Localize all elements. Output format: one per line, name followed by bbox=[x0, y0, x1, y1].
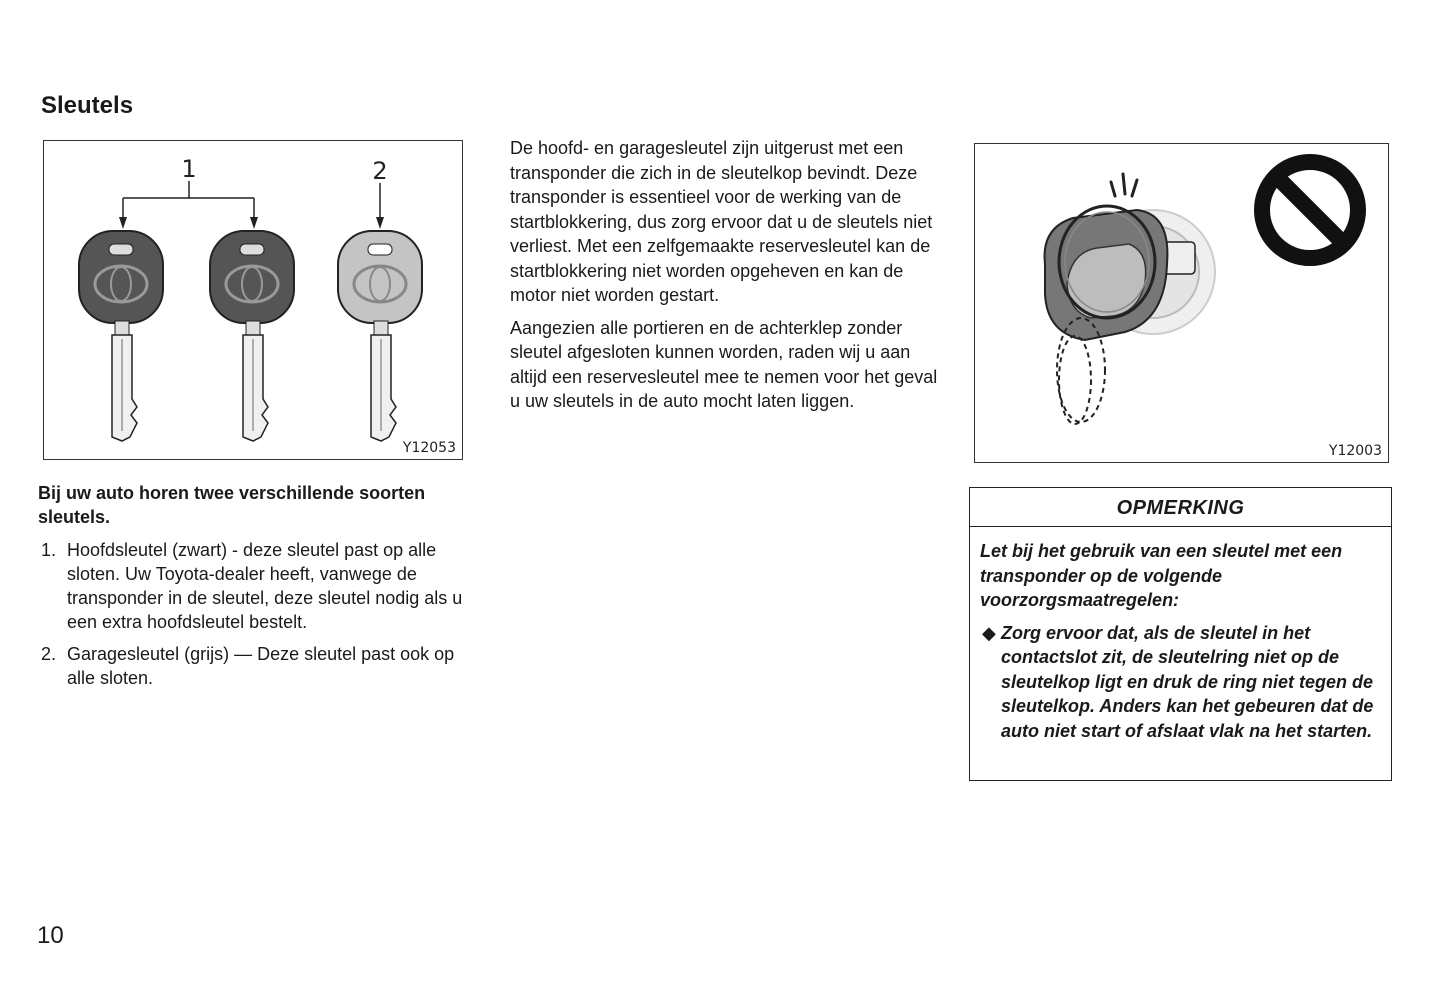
page-number: 10 bbox=[37, 922, 64, 949]
master-key-2 bbox=[210, 231, 294, 441]
note-item bbox=[980, 621, 1381, 744]
diamond-bullet-icon: ◆ bbox=[982, 622, 996, 643]
page-title: Sleutels bbox=[41, 92, 134, 119]
transponder-text bbox=[510, 136, 940, 422]
paragraph-transponder: De hoofd- en garagesleutel zijn uitgerust met een transponder die zich in de sleutelkop bevindt. Deze transponder is essentieel voor de werking van de startblokkering, dus zorg ervoor dat u de sleutels niet verliest. Met een zelfgemaakte reservesleutel kan de startblokkering niet worden opgeheven en kan de motor niet worden gestart. bbox=[510, 138, 933, 305]
list-number: 2. bbox=[41, 644, 57, 664]
ignition-figure bbox=[974, 143, 1389, 463]
list-number: 1. bbox=[41, 540, 57, 560]
callout-label-1: 1 bbox=[181, 155, 197, 183]
note-intro: Let bij het gebruik van een sleutel met een transponder op de volgende voorzorgsmaatregelen: bbox=[980, 541, 1343, 610]
note-item-text: Zorg ervoor dat, als de sleutel in het contactslot zit, de sleutelring niet op de sleutelkop ligt en druk de ring niet tegen de sleutelkop. Anders kan het gebeuren dat de auto niet start of afslaat vlak na het starten. bbox=[1001, 622, 1374, 741]
key-types-list bbox=[38, 538, 468, 698]
ignition-illustration bbox=[975, 144, 1388, 462]
paragraph-spare-key: Aangezien alle portieren en de achterklep zonder sleutel afgesloten kunnen worden, raden wij u aan altijd een reservesleutel mee te nemen voor het geval u uw sleutels in de auto mocht laten liggen. bbox=[510, 317, 938, 411]
figure-code: Y12003 bbox=[1328, 443, 1382, 459]
garage-key bbox=[338, 231, 422, 441]
list-item bbox=[38, 642, 468, 690]
list-item bbox=[38, 538, 468, 634]
list-text: Hoofdsleutel (zwart) - deze sleutel past op alle sloten. Uw Toyota-dealer heeft, vanwege de transponder in de sleutel, deze sleutel nodig als u een extra hoofdsleutel bestelt. bbox=[67, 540, 463, 632]
list-text: Garagesleutel (grijs) — Deze sleutel past ook op alle sloten. bbox=[67, 644, 455, 688]
callout-label-2: 2 bbox=[372, 157, 388, 185]
note-title: OPMERKING bbox=[970, 488, 1391, 527]
keys-figure bbox=[43, 140, 463, 460]
no-symbol-icon bbox=[1262, 162, 1358, 258]
keys-illustration bbox=[44, 141, 462, 459]
note-box bbox=[969, 487, 1392, 781]
figure-code: Y12053 bbox=[402, 440, 456, 456]
master-key-1 bbox=[79, 231, 163, 441]
key-types-heading: Bij uw auto horen twee verschillende soorten sleutels. bbox=[38, 483, 426, 527]
note-body bbox=[970, 527, 1391, 743]
